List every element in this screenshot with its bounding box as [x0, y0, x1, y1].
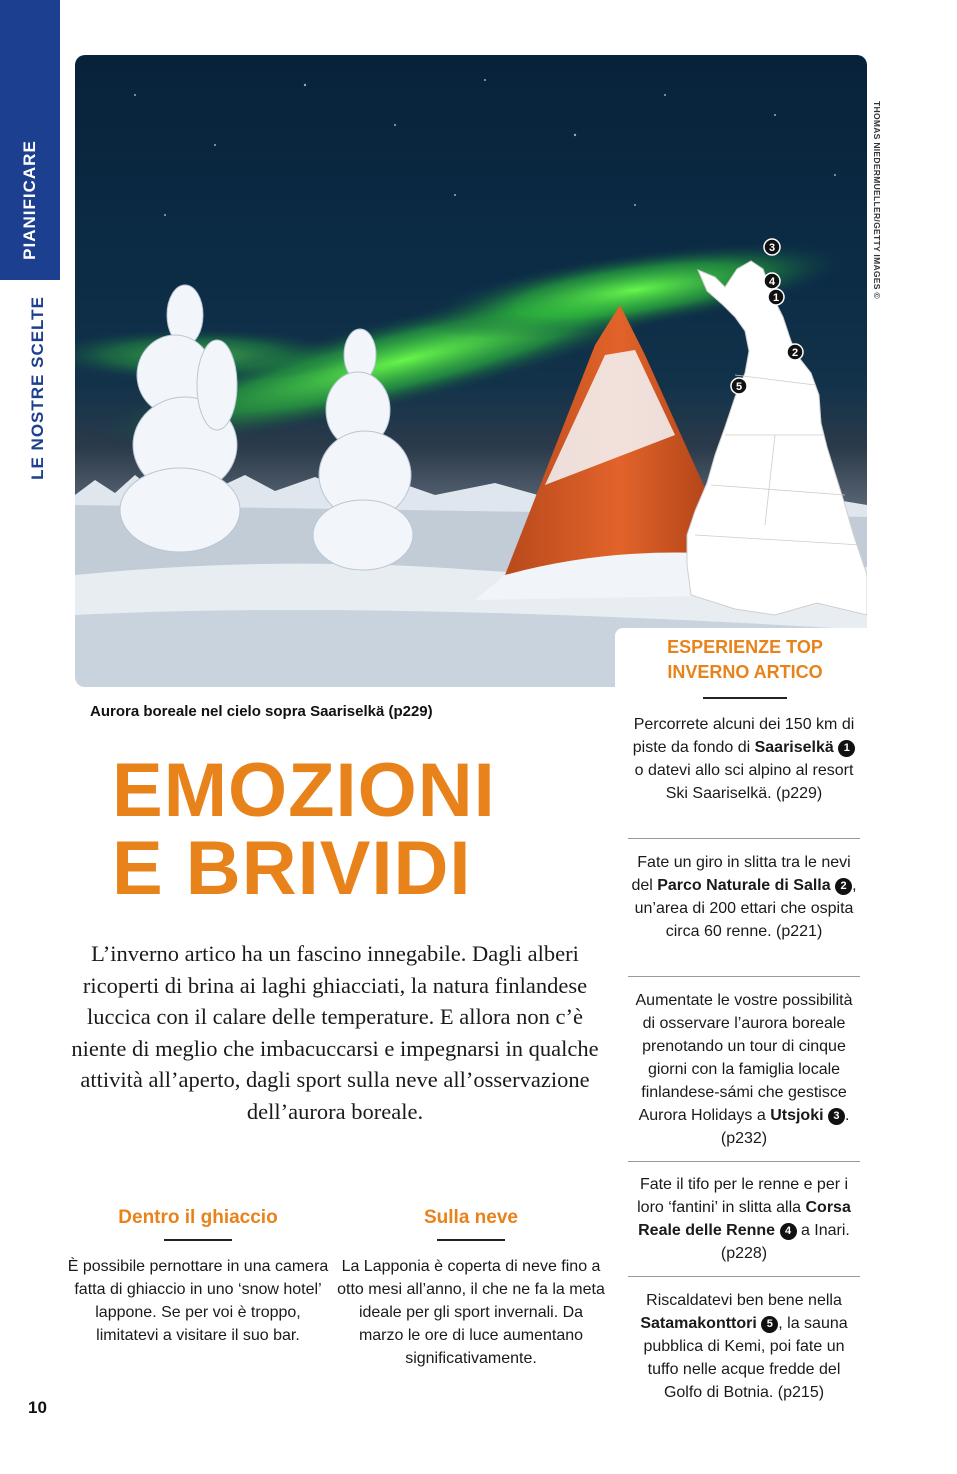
marker-badge: 5 — [761, 1316, 778, 1333]
top-experiences-panel — [615, 628, 875, 699]
headline-line1: EMOZIONI — [112, 748, 496, 833]
panel-title-line1: ESPERIENZE TOP — [667, 637, 823, 657]
map-marker-3 — [764, 239, 780, 255]
experience-text: Percorrete alcuni dei 150 km di piste da fondo di — [632, 716, 855, 756]
experience-text: . (p232) — [720, 1107, 850, 1147]
section-tab — [0, 0, 60, 280]
experience-item — [628, 851, 860, 943]
experience-text: a Inari. (p228) — [720, 1222, 850, 1262]
experience-item — [628, 713, 860, 805]
svg-text:5: 5 — [735, 381, 743, 393]
experience-text: o datevi allo sci alpino al resort Ski Saariselkä. (p229) — [634, 762, 854, 802]
intro-paragraph: L’inverno artico ha un fascino innegabile. Dagli alberi ricoperti di brina ai laghi ghiacciati, la natura finlandese luccica con il calare delle temperature. E allora non c’è niente di meglio che imbacuccarsi e impegnarsi in qualche attività all’aperto, dagli sport sulla neve all’osservazione dell’aurora boreale. — [71, 941, 599, 1124]
panel-title-line2: INVERNO ARTICO — [667, 662, 823, 682]
divider — [703, 697, 787, 699]
svg-text:4: 4 — [768, 276, 776, 288]
marker-badge: 3 — [828, 1108, 845, 1125]
experience-place: Corsa Reale delle Renne — [638, 1199, 851, 1239]
marker-badge: 2 — [835, 878, 852, 895]
panel-title — [615, 628, 875, 685]
subsection-snow — [336, 1207, 606, 1370]
map-marker-1 — [768, 289, 784, 305]
map-marker-2 — [787, 344, 803, 360]
experience-item — [628, 1173, 860, 1265]
experience-text: Aumentate le vostre possibilità di osservare l’aurora boreale prenotando un tour di cinque giorni con la famiglia locale finlandese-sámi che gestisce Aurora Holidays a — [635, 992, 853, 1124]
experience-text: , la sauna pubblica di Kemi, poi fate un tuffo nelle acque fredde del Golfo di Botnia. (p215) — [643, 1315, 848, 1401]
photo-credit: THOMAS NIEDERMUELLER/GETTY IMAGES © — [872, 101, 882, 299]
subsection-title: Sulla neve — [424, 1207, 518, 1228]
map-marker-4 — [764, 273, 780, 289]
photo-caption: Aurora boreale nel cielo sopra Saariselkä (p229) — [90, 703, 433, 720]
experience-text: , un’area di 200 ettari che ospita circa 60 renne. (p221) — [634, 877, 857, 940]
divider — [628, 838, 860, 839]
experience-place: Satamakonttori — [640, 1315, 757, 1332]
marker-badge: 1 — [838, 740, 855, 757]
map-marker-5 — [731, 378, 747, 394]
divider — [628, 1161, 860, 1162]
experience-item — [628, 1289, 860, 1404]
headline — [112, 748, 496, 911]
marker-badge: 4 — [780, 1223, 797, 1240]
hero-photo — [75, 55, 867, 687]
subsection-title: Dentro il ghiaccio — [118, 1207, 278, 1228]
svg-text:1: 1 — [772, 292, 780, 304]
page-number: 10 — [28, 1398, 47, 1417]
subsection-text: La Lapponia è coperta di neve fino a otto mesi all’anno, il che ne fa la meta ideale per gli sport invernali. Da marzo le ore di luce aumentano significativamente. — [337, 1257, 605, 1367]
divider — [628, 976, 860, 977]
experience-item — [628, 989, 860, 1150]
experience-place: Saariselkä — [754, 739, 834, 756]
experience-text: Fate il tifo per le renne e per i loro ‘fantini’ in slitta alla — [637, 1176, 849, 1216]
experience-text: Riscaldatevi ben bene nella — [646, 1292, 842, 1309]
svg-text:3: 3 — [768, 242, 776, 254]
headline-line2: E BRIVIDI — [112, 826, 472, 911]
aurora-scene-illustration — [75, 55, 867, 687]
section-tab-label: PIANIFICARE — [20, 140, 39, 260]
divider — [437, 1239, 505, 1241]
experience-place: Utsjoki — [770, 1107, 824, 1124]
experience-text: Fate un giro in slitta tra le nevi del — [631, 854, 851, 894]
divider — [164, 1239, 232, 1241]
svg-text:2: 2 — [791, 347, 799, 359]
divider — [628, 1276, 860, 1277]
subsection-text: È possibile pernottare in una camera fatta di ghiaccio in uno ‘snow hotel’ lappone. Se per voi è troppo, limitatevi a visitare il suo bar. — [67, 1257, 329, 1344]
subsection-ice — [63, 1207, 333, 1347]
experience-place: Parco Naturale di Salla — [657, 877, 831, 894]
chapter-label: LE NOSTRE SCELTE — [28, 296, 47, 480]
